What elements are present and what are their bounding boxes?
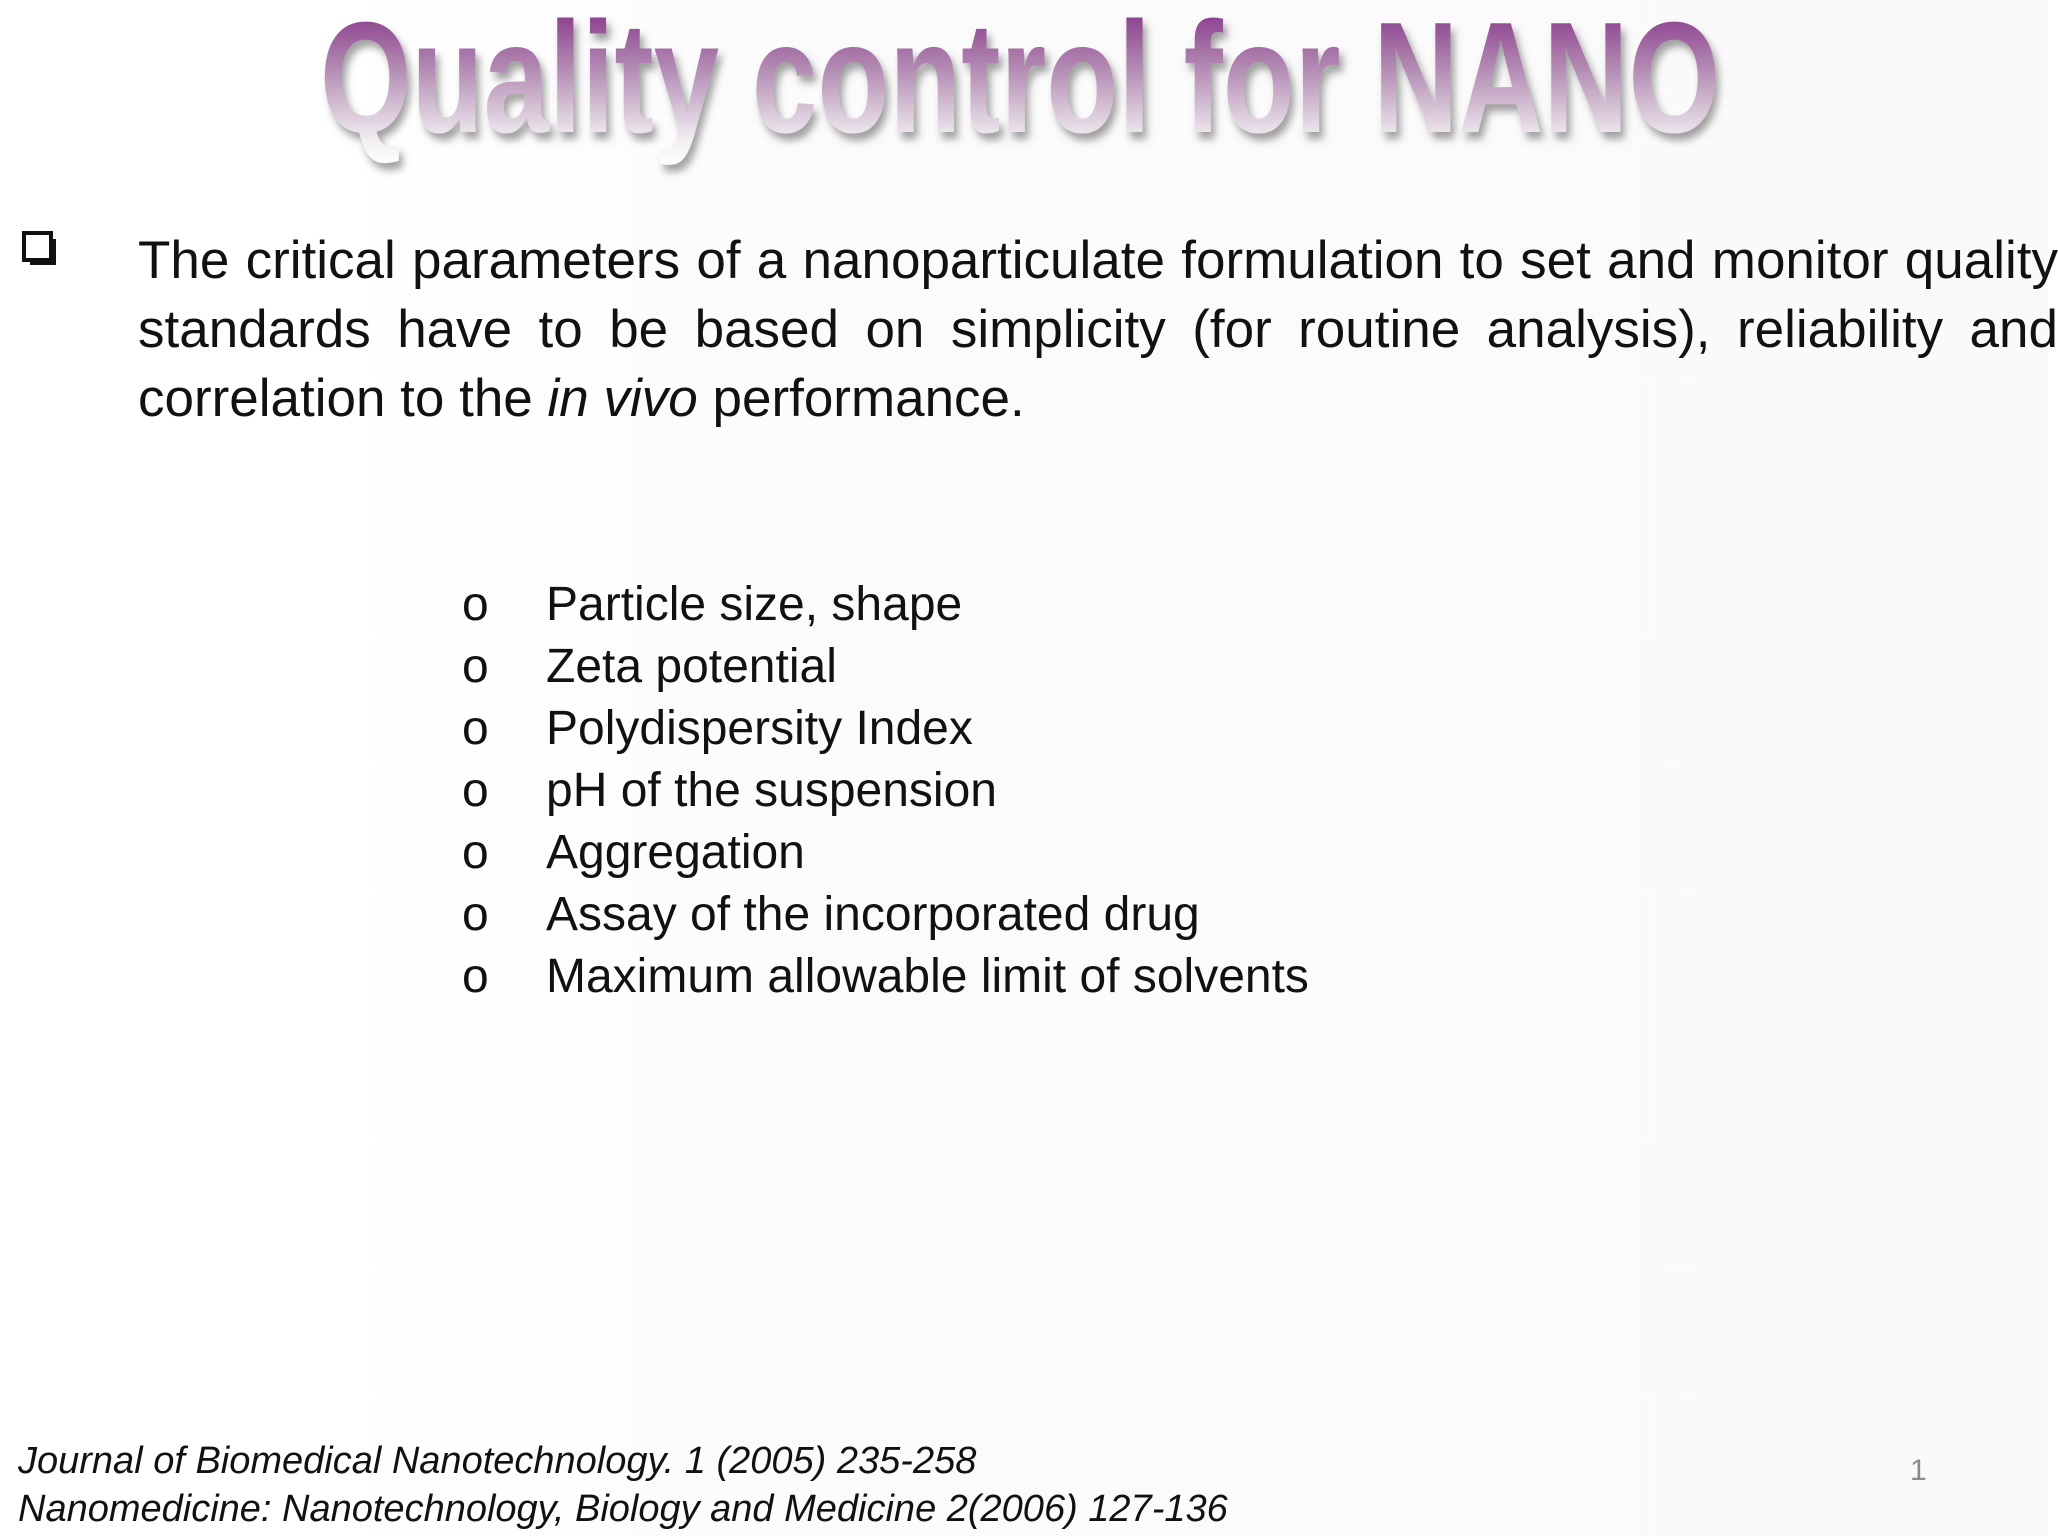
list-item-label: Zeta potential — [546, 640, 837, 693]
list-item-label: Maximum allowable limit of solvents — [546, 950, 1309, 1003]
list-item-label: Particle size, shape — [546, 578, 963, 631]
bullet-marker: o — [462, 888, 489, 941]
main-text-start: The critical parameters of a nanoparticulate formulation to set and monitor quality standards have to be based on simplicity (for routine analysis), reliability and correlation to the — [138, 231, 2058, 428]
list-item-label: Aggregation — [546, 826, 805, 879]
page-number: 1 — [1910, 1454, 1927, 1487]
main-bullet-text — [138, 226, 2058, 433]
bullet-marker: o — [462, 578, 489, 631]
bullet-marker: o — [462, 702, 489, 755]
reference-line: Nanomedicine: Nanotechnology, Biology and Medicine 2(2006) 127-136 — [18, 1488, 1228, 1530]
main-text-italic: in vivo — [547, 369, 698, 428]
bullet-marker: o — [462, 826, 489, 879]
list-item-label: Assay of the incorporated drug — [546, 888, 1200, 941]
references — [18, 1437, 1228, 1533]
list-item-label: pH of the suspension — [546, 764, 997, 817]
reference-line: Journal of Biomedical Nanotechnology. 1 (2005) 235-258 — [18, 1440, 977, 1482]
list-item-label: Polydispersity Index — [546, 702, 973, 755]
slide-title — [280, 0, 1760, 175]
slide-title-text: Quality control for NANO — [320, 0, 1720, 166]
checkbox-outline-icon — [20, 226, 62, 276]
bullet-marker: o — [462, 950, 489, 1003]
bullet-marker: o — [462, 764, 489, 817]
bullet-marker: o — [462, 640, 489, 693]
main-text-end: performance. — [712, 369, 1025, 428]
